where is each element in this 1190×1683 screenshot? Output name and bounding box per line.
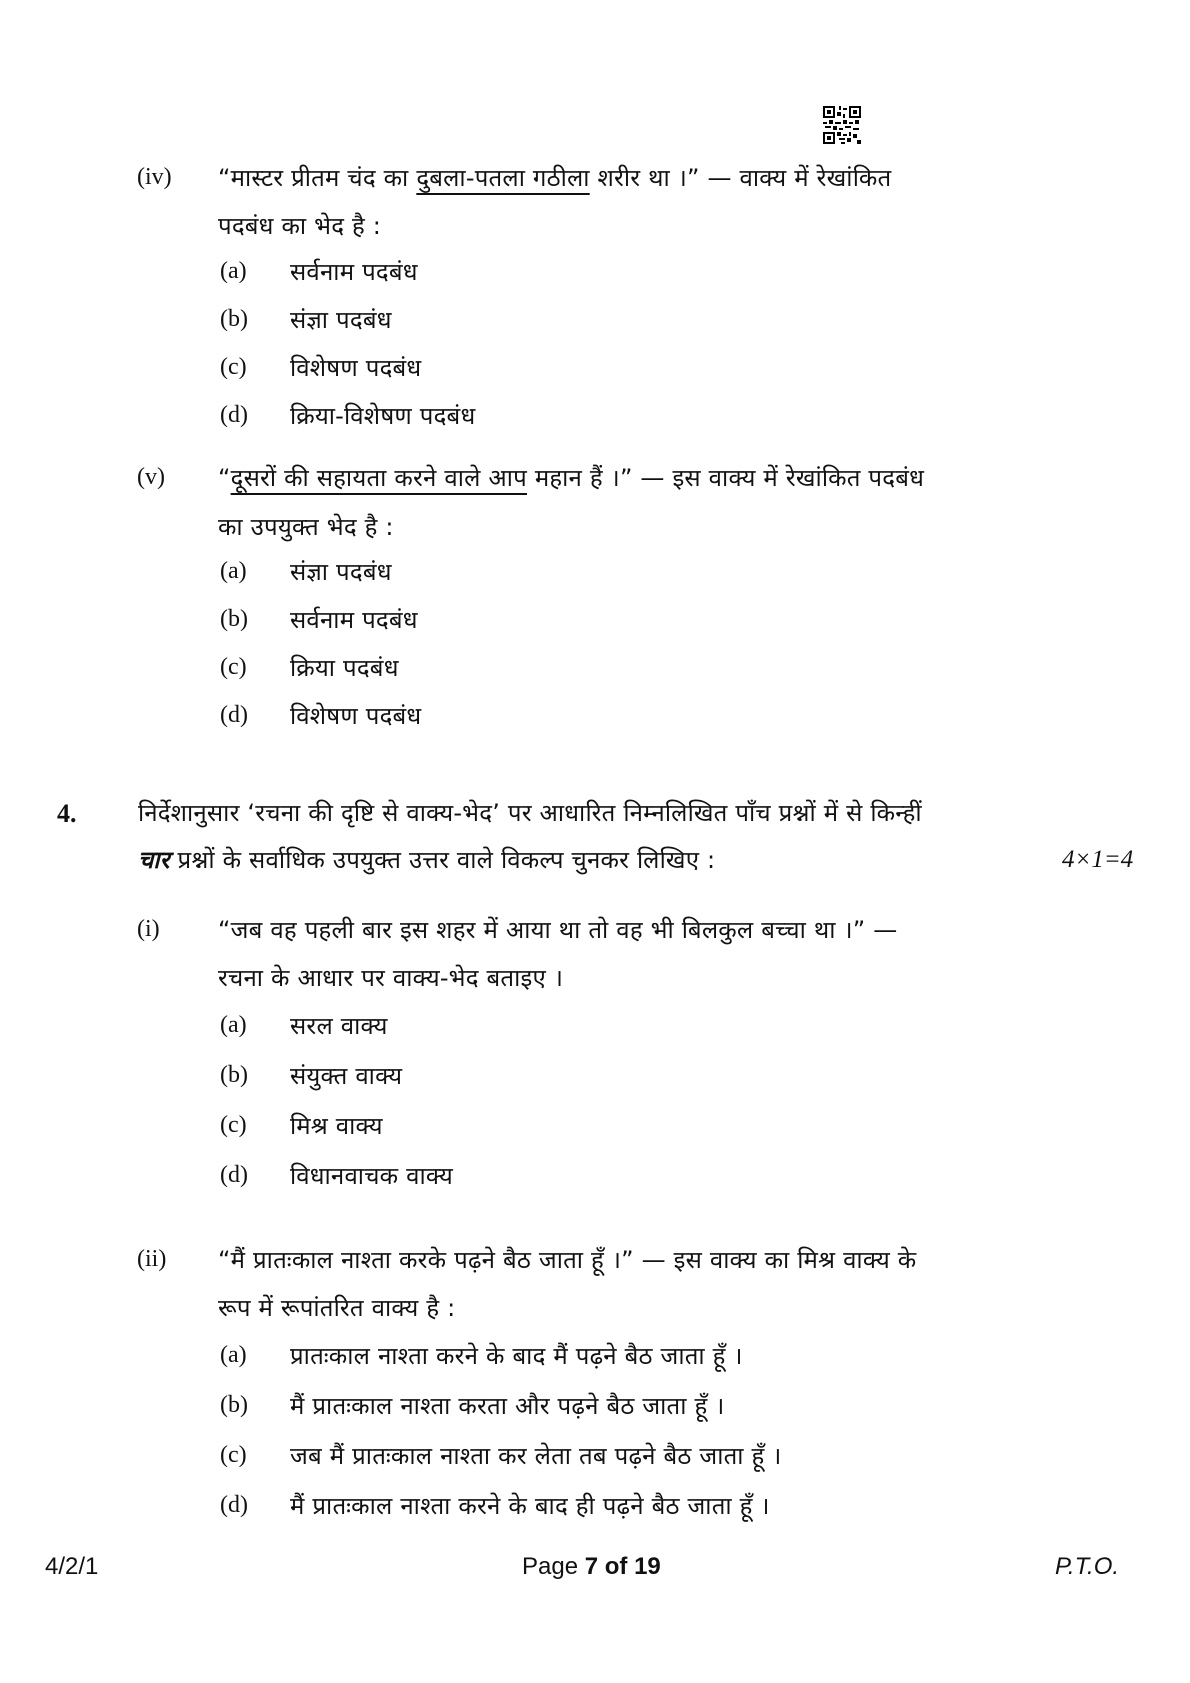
open-quote: “ [218, 464, 231, 492]
option-iv-b: संज्ञा पदबंध [290, 306, 392, 334]
question-4-line2 [138, 843, 715, 876]
option-label: (c) [220, 1112, 247, 1138]
option-label: (a) [220, 1342, 247, 1368]
option-label: (c) [220, 654, 247, 680]
page-number: 7 [584, 1553, 599, 1580]
question-v-label: (v) [137, 464, 165, 490]
option-4i-b: संयुक्त वाक्य [290, 1062, 403, 1090]
question-4i-line2: रचना के आधार पर वाक्य-भेद बताइए । [218, 964, 564, 992]
option-iv-d: क्रिया-विशेषण पदबंध [290, 402, 476, 430]
question-v-line1 [218, 461, 924, 494]
option-label: (d) [220, 1162, 248, 1188]
question-4ii-line1: “मैं प्रातःकाल नाश्ता करके पढ़ने बैठ जाता हूँ ।” — इस वाक्य का मिश्र वाक्य के [218, 1246, 917, 1274]
qr-code-icon [823, 106, 861, 144]
option-label: (a) [220, 258, 247, 284]
option-4ii-a: प्रातःकाल नाश्ता करने के बाद मैं पढ़ने बैठ जाता हूँ । [290, 1342, 743, 1370]
question-4-number: 4. [57, 799, 77, 828]
option-label: (d) [220, 402, 248, 428]
option-4ii-b: मैं प्रातःकाल नाश्ता करता और पढ़ने बैठ जाता हूँ । [290, 1392, 725, 1420]
qr-code [823, 106, 861, 144]
option-label: (d) [220, 1492, 248, 1518]
question-v-line2: का उपयुक्त भेद है : [218, 513, 394, 541]
option-label: (a) [220, 558, 247, 584]
option-4i-a: सरल वाक्य [290, 1012, 388, 1040]
option-label: (c) [220, 354, 247, 380]
question-4-line1: निर्देशानुसार ‘रचना की दृष्टि से वाक्य-भेद’ पर आधारित निम्नलिखित पाँच प्रश्नों में से किन्हीं [138, 799, 922, 827]
option-iv-a: सर्वनाम पदबंध [290, 258, 418, 286]
question-4-marks: 4×1=4 [1062, 846, 1134, 873]
option-v-d: विशेषण पदबंध [290, 702, 422, 730]
option-4ii-c: जब मैं प्रातःकाल नाश्ता कर लेता तब पढ़ने बैठ जाता हूँ । [290, 1442, 782, 1470]
page-of: of [598, 1553, 635, 1580]
option-4i-d: विधानवाचक वाक्य [290, 1162, 454, 1190]
question-4-line2-rest: प्रश्नों के सर्वाधिक उपयुक्त उत्तर वाले विकल्प चुनकर लिखिए : [169, 846, 716, 874]
question-iv-text-pre: “मास्टर प्रीतम चंद का [218, 164, 417, 192]
question-4-emphasis: चार [138, 846, 170, 874]
option-v-a: संज्ञा पदबंध [290, 558, 392, 586]
question-v-text-post: महान हैं ।” — इस वाक्य में रेखांकित पदबंध [527, 464, 925, 492]
page-total: 19 [634, 1553, 661, 1580]
option-v-b: सर्वनाम पदबंध [290, 606, 418, 634]
page-prefix: Page [522, 1553, 585, 1580]
pto-label: P.T.O. [1055, 1553, 1120, 1580]
option-label: (a) [220, 1012, 247, 1038]
question-4i-line1: “जब वह पहली बार इस शहर में आया था तो वह भी बिलकुल बच्चा था ।” — [218, 916, 898, 944]
option-label: (c) [220, 1442, 247, 1468]
option-4i-c: मिश्र वाक्य [290, 1112, 383, 1140]
option-iv-c: विशेषण पदबंध [290, 354, 422, 382]
question-v-underlined-phrase: दूसरों की सहायता करने वाले आप [230, 464, 527, 492]
option-label: (b) [220, 1392, 248, 1418]
question-iv-text-post: शरीर था ।” — वाक्य में रेखांकित [589, 164, 892, 192]
page-indicator [522, 1553, 661, 1581]
option-label: (b) [220, 306, 248, 332]
question-iv-underlined-phrase: दुबला-पतला गठीला [416, 164, 590, 192]
option-v-c: क्रिया पदबंध [290, 654, 399, 682]
option-label: (d) [220, 702, 248, 728]
option-label: (b) [220, 1062, 248, 1088]
question-4ii-label: (ii) [137, 1246, 167, 1272]
option-label: (b) [220, 606, 248, 632]
question-4i-label: (i) [137, 916, 160, 942]
question-iv-label: (iv) [137, 164, 172, 190]
question-iv-line1 [218, 161, 891, 194]
question-4ii-line2: रूप में रूपांतरित वाक्य है : [218, 1294, 456, 1322]
paper-code: 4/2/1 [45, 1553, 99, 1580]
option-4ii-d: मैं प्रातःकाल नाश्ता करने के बाद ही पढ़ने बैठ जाता हूँ । [290, 1492, 770, 1520]
question-iv-line2: पदबंध का भेद है : [218, 212, 382, 240]
